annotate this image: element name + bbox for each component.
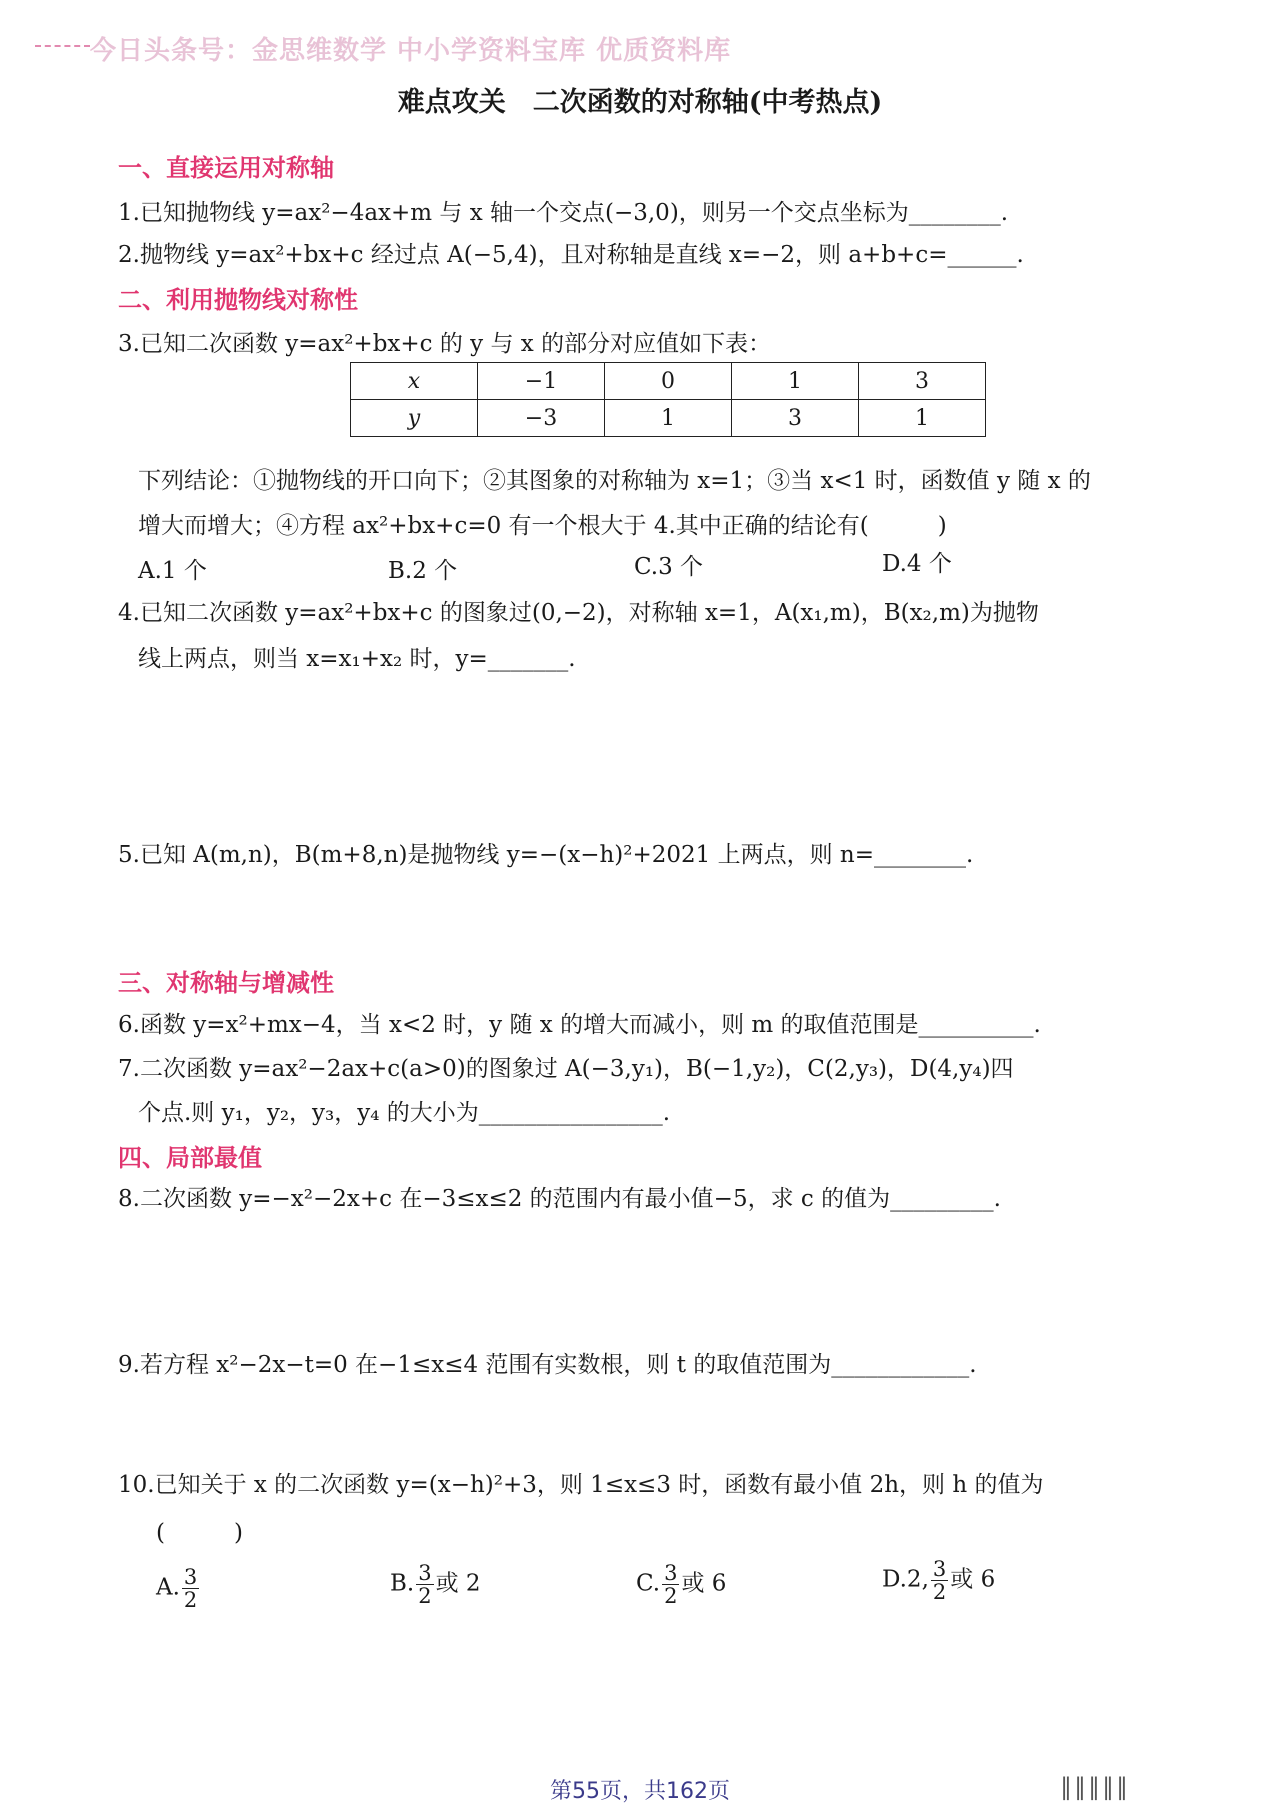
option-10-c — [636, 1562, 726, 1607]
table-row — [351, 400, 986, 437]
fraction — [182, 1566, 199, 1611]
option-d: D.4 个 — [882, 551, 952, 577]
question-5: 5.已知 A(m,n)，B(m+8,n)是抛物线 y=−(x−h)²+2021 上两点，则 n=________. — [118, 842, 974, 868]
option-suffix: 或 2 — [435, 1570, 481, 1597]
table-cell: 1 — [732, 363, 859, 400]
option-suffix: 或 6 — [681, 1570, 727, 1597]
section-heading-2: 二、利用抛物线对称性 — [118, 286, 358, 314]
option-b: B.2 个 — [388, 558, 458, 584]
option-suffix: 或 6 — [950, 1566, 996, 1593]
question-3: 3.已知二次函数 y=ax²+bx+c 的 y 与 x 的部分对应值如下表： — [118, 331, 772, 357]
table-cell: y — [351, 400, 478, 437]
question-7-line-2: 个点.则 y₁，y₂，y₃，y₄ 的大小为________________. — [138, 1100, 671, 1126]
denominator: 2 — [418, 1584, 432, 1609]
option-c: C.3 个 — [634, 554, 704, 580]
denominator: 2 — [183, 1588, 198, 1613]
question-2: 2.抛物线 y=ax²+bx+c 经过点 A(−5,4)，且对称轴是直线 x=−2，则 a+b+c=______. — [118, 242, 1024, 268]
watermark: 今日头条号：金思维数学 中小学资料宝库 优质资料库 — [90, 36, 732, 66]
section-heading-1: 一、直接运用对称轴 — [118, 154, 334, 182]
denominator: 2 — [932, 1580, 947, 1605]
question-8: 8.二次函数 y=−x²−2x+c 在−3≤x≤2 的范围内有最小值−5，求 c 的值为_________. — [118, 1186, 1001, 1212]
page-title: 难点攻关 二次函数的对称轴(中考热点) — [397, 87, 883, 118]
question-4-line-1: 4.已知二次函数 y=ax²+bx+c 的图象过(0,−2)，对称轴 x=1，A(x₁,m)，B(x₂,m)为抛物 — [118, 600, 1039, 626]
question-10-line-2: ( ) — [156, 1520, 243, 1546]
table-cell: −1 — [478, 363, 605, 400]
page-nav-icon[interactable]: ∥∥∥∥∥ — [1060, 1773, 1130, 1801]
table-cell: −3 — [478, 400, 605, 437]
question-1: 1.已知抛物线 y=ax²−4ax+m 与 x 轴一个交点(−3,0)，则另一个交点坐标为________. — [118, 200, 1009, 226]
question-7-line-1: 7.二次函数 y=ax²−2ax+c(a>0)的图象过 A(−3,y₁)，B(−1,y₂)，C(2,y₃)，D(4,y₄)四 — [118, 1056, 1014, 1082]
question-4-line-2: 线上两点，则当 x=x₁+x₂ 时，y=_______. — [138, 646, 576, 672]
question-9: 9.若方程 x²−2x−t=0 在−1≤x≤4 范围有实数根，则 t 的取值范围为____________. — [118, 1352, 977, 1378]
option-label: B. — [390, 1570, 415, 1597]
fraction — [931, 1558, 948, 1603]
table-cell: 3 — [732, 400, 859, 437]
page-indicator: 第55页，共162页 — [550, 1779, 730, 1804]
table-cell: 1 — [859, 400, 986, 437]
denominator: 2 — [664, 1584, 678, 1609]
fraction — [416, 1562, 433, 1607]
question-3-text-1: 下列结论：①抛物线的开口向下；②其图象的对称轴为 x=1；③当 x<1 时，函数值 y 随 x 的 — [138, 468, 1091, 494]
option-10-d — [882, 1558, 995, 1603]
numerator: 3 — [932, 1557, 947, 1581]
option-label: C. — [636, 1570, 661, 1597]
option-10-a — [156, 1566, 201, 1611]
numerator: 3 — [183, 1565, 198, 1589]
question-3-text-2: 增大而增大；④方程 ax²+bx+c=0 有一个根大于 4.其中正确的结论有( ) — [138, 513, 947, 539]
numerator: 3 — [664, 1561, 678, 1585]
section-heading-3: 三、对称轴与增减性 — [118, 969, 334, 997]
option-label: A. — [156, 1574, 180, 1601]
numerator: 3 — [418, 1561, 432, 1585]
watermark-dash — [35, 45, 90, 47]
question-10-line-1: 10.已知关于 x 的二次函数 y=(x−h)²+3，则 1≤x≤3 时，函数有最小值 2h，则 h 的值为 — [118, 1472, 1044, 1498]
value-table — [350, 362, 986, 437]
table-cell: 1 — [605, 400, 732, 437]
option-a: A.1 个 — [138, 558, 207, 584]
table-cell: 0 — [605, 363, 732, 400]
table-row — [351, 363, 986, 400]
fraction — [662, 1562, 679, 1607]
section-heading-4: 四、局部最值 — [118, 1144, 262, 1172]
table-cell: 3 — [859, 363, 986, 400]
table-cell: x — [351, 363, 478, 400]
question-6: 6.函数 y=x²+mx−4，当 x<2 时，y 随 x 的增大而减小，则 m 的取值范围是__________. — [118, 1012, 1041, 1038]
option-10-b — [390, 1562, 481, 1607]
option-label: D.2, — [882, 1566, 929, 1593]
